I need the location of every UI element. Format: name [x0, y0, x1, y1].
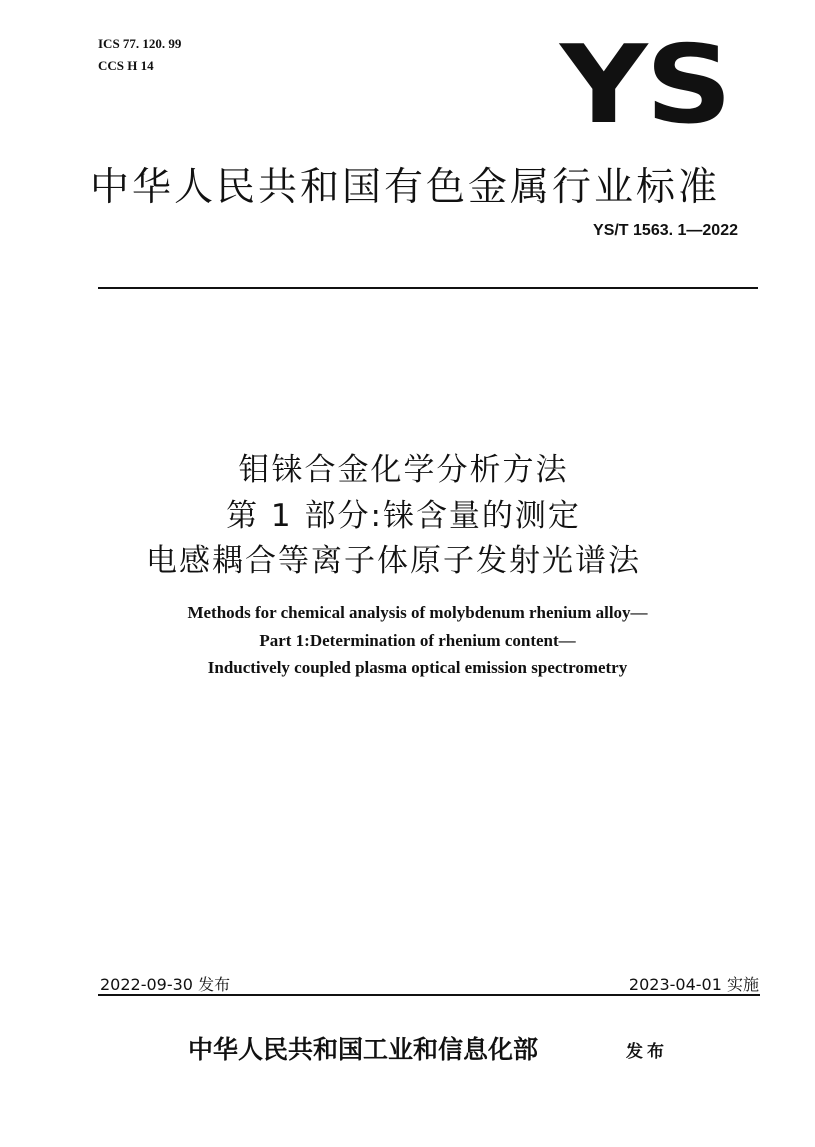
en-title-line-3: Inductively coupled plasma optical emission spectrometry — [207, 658, 628, 677]
ics-code: ICS 77. 120. 99 — [98, 36, 182, 51]
standard-title: 中华人民共和国有色金属行业标准 — [90, 165, 721, 210]
issue-label: 发布 — [626, 1042, 668, 1062]
cn-title-line-3: 电感耦合等离子体原子发射光谱法 — [146, 543, 641, 579]
standard-number: YS/T 1563. 1—2022 — [593, 222, 738, 239]
bottom-divider — [98, 994, 760, 996]
en-title-line-1: Methods for chemical analysis of molybdenum rhenium alloy— — [187, 603, 648, 622]
cn-title-line-1: 钼铼合金化学分析方法 — [238, 452, 569, 488]
issuing-authority: 中华人民共和国工业和信息化部 — [188, 1035, 539, 1064]
issue-date: 2022-09-30 发布 — [100, 975, 231, 994]
en-title-line-2: Part 1:Determination of rhenium content— — [259, 631, 576, 650]
cn-title-line-2: 第 1 部分:铼含量的测定 — [226, 498, 581, 534]
ccs-code: CCS H 14 — [98, 58, 154, 73]
implementation-date: 2023-04-01 实施 — [628, 975, 759, 994]
ys-logo: YS — [560, 23, 731, 148]
top-divider — [98, 287, 758, 289]
